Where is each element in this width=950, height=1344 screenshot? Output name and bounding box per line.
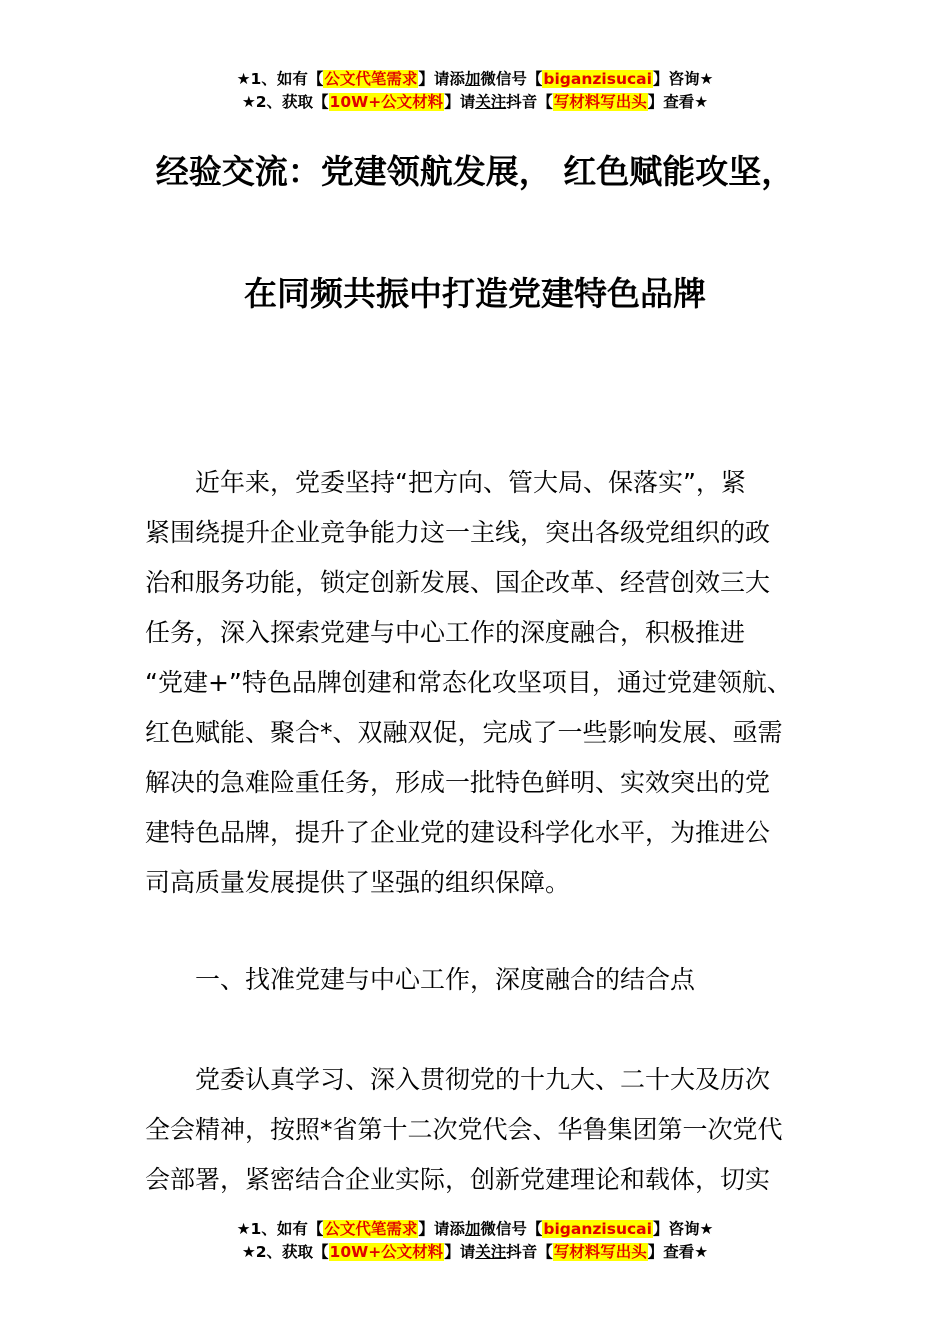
text-line: 治和服务功能，锁定创新发展、国企改革、经营创效三大 xyxy=(145,568,771,597)
banner-text: ★1、如有【 xyxy=(236,1220,324,1238)
text-line: 建特色品牌，提升了企业党的建设科学化水平，为推进公 xyxy=(145,818,771,847)
banner-text: 】请添 xyxy=(418,1220,465,1238)
section-heading-1 xyxy=(145,955,810,1005)
banner-text: 】查看★ xyxy=(647,1243,709,1261)
banner-text: 】请添 xyxy=(418,70,465,88)
top-banner xyxy=(0,68,950,114)
highlight-wechat-id: biganzisucai xyxy=(543,70,652,88)
banner-text: 】咨询★ xyxy=(652,1220,714,1238)
document-title-line-1: 经验交流：党建领航发展， 红色赋能攻坚， xyxy=(155,152,795,191)
highlight-ghostwriting: 公文代笔需求 xyxy=(324,70,418,88)
banner-text: ★1、如有【 xyxy=(236,70,324,88)
highlight-ghostwriting: 公文代笔需求 xyxy=(324,1220,418,1238)
banner-line-1 xyxy=(0,1218,950,1241)
heading-text: 一、找准党建与中心工作，深度融合的结合点 xyxy=(145,965,696,994)
text-line: “党建+”特色品牌创建和常态化攻坚项目，通过党建领航、 xyxy=(145,668,792,697)
highlight-materials: 10W+公文材料 xyxy=(329,1243,444,1261)
banner-text: 】咨询★ xyxy=(652,70,714,88)
banner-underlined: 加 xyxy=(464,1220,481,1238)
banner-text: 抖音【 xyxy=(506,93,553,111)
banner-line-2 xyxy=(0,1241,950,1264)
banner-text: 】请 xyxy=(444,93,476,111)
banner-text: 】请 xyxy=(444,1243,476,1261)
banner-text: ★2、获取【 xyxy=(241,1243,329,1261)
banner-text: 微信号【 xyxy=(480,1220,543,1238)
text-line: 会部署，紧密结合企业实际，创新党建理论和载体，切实 xyxy=(145,1165,771,1194)
text-line: 红色赋能、聚合*、双融双促，完成了一些影响发展、亟需 xyxy=(145,718,783,747)
banner-underlined: 加 xyxy=(464,70,481,88)
paragraph-1 xyxy=(145,458,810,908)
text-line: 任务，深入探索党建与中心工作的深度融合，积极推进 xyxy=(145,618,746,647)
banner-text: 微信号【 xyxy=(480,70,543,88)
paragraph-2 xyxy=(145,1055,810,1205)
banner-underlined: 关注 xyxy=(475,1243,507,1261)
highlight-materials: 10W+公文材料 xyxy=(329,93,444,111)
bottom-banner xyxy=(0,1218,950,1264)
banner-text: ★2、获取【 xyxy=(241,93,329,111)
text-line: 近年来，党委坚持“把方向、管大局、保落实”，紧 xyxy=(145,468,746,497)
highlight-douyin: 写材料写出头 xyxy=(553,93,647,111)
banner-line-1 xyxy=(0,68,950,91)
banner-text: 抖音【 xyxy=(506,1243,553,1261)
text-line: 紧围绕提升企业竞争能力这一主线，突出各级党组织的政 xyxy=(145,518,771,547)
banner-underlined: 关注 xyxy=(475,93,507,111)
text-line: 解决的急难险重任务，形成一批特色鲜明、实效突出的党 xyxy=(145,768,771,797)
highlight-wechat-id: biganzisucai xyxy=(543,1220,652,1238)
banner-line-2 xyxy=(0,91,950,114)
document-title-line-2: 在同频共振中打造党建特色品牌 xyxy=(244,274,706,313)
text-line: 党委认真学习、深入贯彻党的十九大、二十大及历次 xyxy=(145,1065,771,1094)
text-line: 全会精神，按照*省第十二次党代会、华鲁集团第一次党代 xyxy=(145,1115,783,1144)
banner-text: 】查看★ xyxy=(647,93,709,111)
highlight-douyin: 写材料写出头 xyxy=(553,1243,647,1261)
text-line: 司高质量发展提供了坚强的组织保障。 xyxy=(145,868,571,897)
